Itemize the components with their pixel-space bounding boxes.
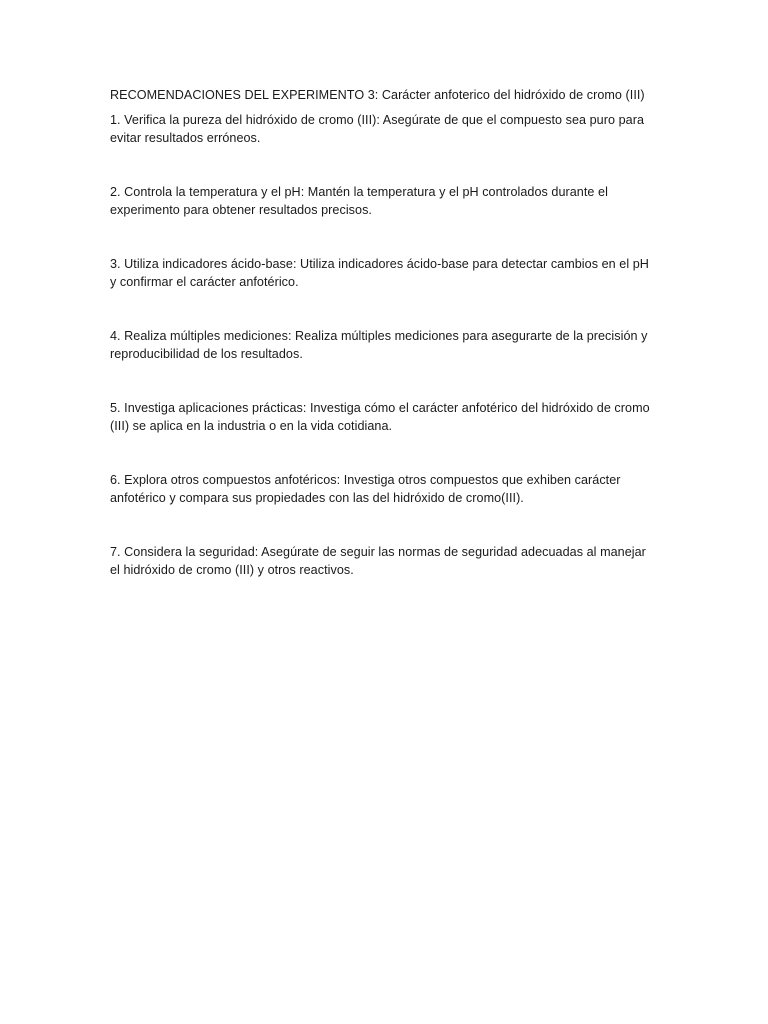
recommendation-text: 1. Verifica la pureza del hidróxido de cromo (III): Asegúrate de que el compuesto sea puro para evitar resultados erróneos. (110, 113, 644, 145)
recommendation-text: 7. Considera la seguridad: Asegúrate de seguir las normas de seguridad adecuadas al manejar el hidróxido de cromo (III) y otros reactivos. (110, 545, 646, 577)
recommendation-text: 5. Investiga aplicaciones prácticas: Investiga cómo el carácter anfotérico del hidróxido de cromo (III) se aplica en la industria o en la vida cotidiana. (110, 401, 650, 433)
recommendation-text: 6. Explora otros compuestos anfotéricos: Investiga otros compuestos que exhiben carácter anfotérico y compara sus propiedades con las del hidróxido de cromo(III). (110, 473, 621, 505)
list-item (110, 111, 658, 147)
recommendation-text: 2. Controla la temperatura y el pH: Mantén la temperatura y el pH controlados durante el experimento para obtener resultados precisos. (110, 185, 608, 217)
recommendation-text: 3. Utiliza indicadores ácido-base: Utiliza indicadores ácido-base para detectar cambios en el pH y confirmar el carácter anfotérico. (110, 257, 649, 289)
list-item (110, 543, 658, 579)
list-item (110, 327, 658, 363)
list-item (110, 183, 658, 219)
list-item (110, 471, 658, 507)
list-item (110, 255, 658, 291)
recommendations-list (110, 111, 668, 579)
list-item (110, 399, 658, 435)
recommendation-text: 4. Realiza múltiples mediciones: Realiza múltiples mediciones para asegurarte de la precisión y reproducibilidad de los resultados. (110, 329, 648, 361)
document-title: RECOMENDACIONES DEL EXPERIMENTO 3: Carácter anfoterico del hidróxido de cromo (III) (110, 88, 645, 102)
